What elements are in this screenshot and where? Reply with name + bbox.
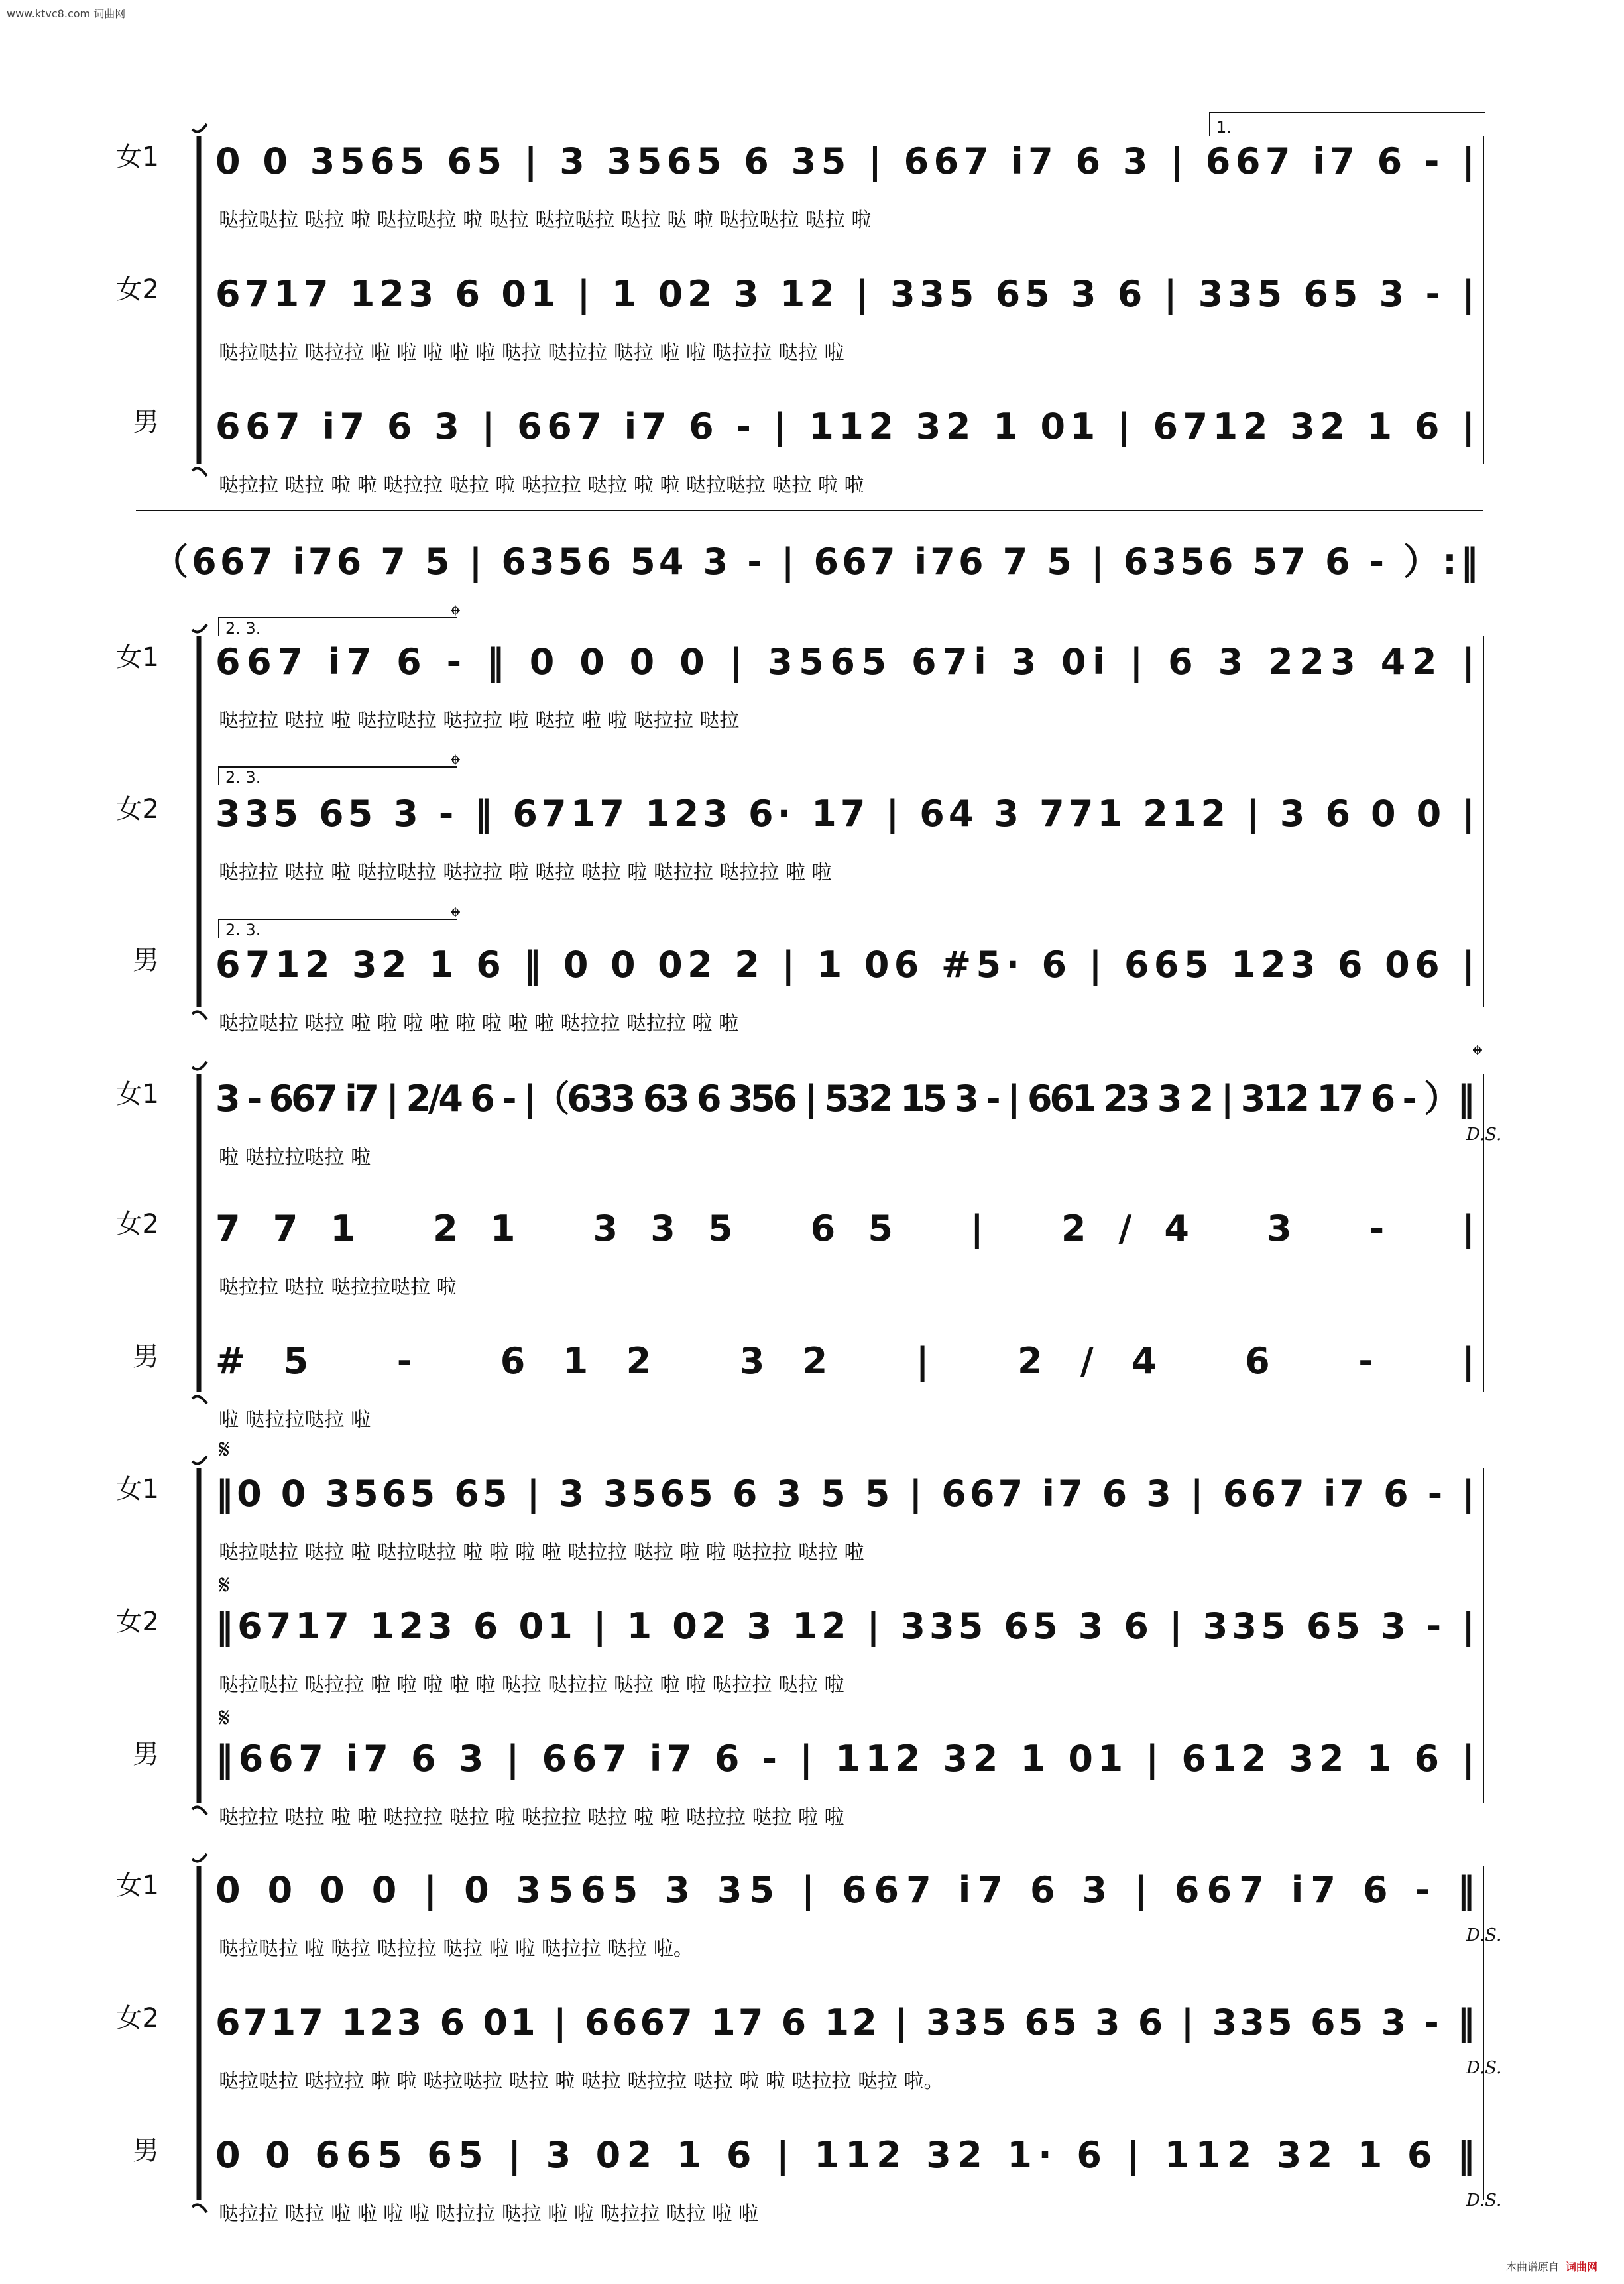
voice-label: 男	[133, 2136, 159, 2166]
voice-label: 男	[133, 1342, 159, 1372]
volta-label: 1.	[1216, 118, 1232, 137]
note-line: ‖6717 123 6 01 | 1 02 3 12 | 335 65 3 6 | 335 65 3 - |	[215, 1605, 1475, 1647]
lyric-line: 啦 哒拉拉哒拉 啦	[219, 1146, 371, 1169]
volta-bracket	[1210, 113, 1485, 136]
voice-label: 女1	[115, 642, 159, 673]
staff-bracket-bottom	[192, 1011, 207, 1019]
lyric-line: 哒拉哒拉 哒拉拉 啦 啦 哒拉哒拉 哒拉 啦 哒拉 哒拉拉 哒拉 啦 啦 哒拉拉 哒拉 啦。	[219, 2070, 944, 2093]
ds-mark: D.S.	[1466, 1125, 1502, 1145]
lyric-line: 哒拉哒拉 哒拉拉 啦 啦 啦 啦 啦 哒拉 哒拉拉 哒拉 啦 啦 哒拉拉 哒拉 啦	[219, 341, 844, 365]
note-line: 0 0 3565 65 | 3 3565 6 35 | 667 i7 6 3 | 667 i7 6 - |	[215, 141, 1475, 182]
coda-sign: 𝄌	[451, 902, 460, 933]
note-line: ‖667 i7 6 3 | 667 i7 6 - | 112 32 1 01 | 612 32 1 6 |	[215, 1738, 1475, 1780]
note-line: ‖0 0 3565 65 | 3 3565 6 3 5 5 | 667 i7 6 3 | 667 i7 6 - |	[215, 1473, 1475, 1514]
note-line: 6717 123 6 01 | 1 02 3 12 | 335 65 3 6 | 335 65 3 - |	[215, 273, 1475, 315]
lyric-line: 哒拉哒拉 啦 哒拉 哒拉拉 哒拉 啦 啦 哒拉拉 哒拉 啦。	[219, 1937, 693, 1961]
note-line: 771 21 335 65 | 2/4 3 - |	[215, 1208, 1475, 1249]
staff-bracket-top	[192, 1854, 207, 1862]
lyric-line: 哒拉哒拉 哒拉 啦 哒拉哒拉 啦 啦 啦 啦 哒拉拉 哒拉 啦 啦 哒拉拉 哒拉 啦	[219, 1541, 864, 1564]
coda-sign: 𝄌	[451, 600, 460, 631]
note-line: 0 0 0 0 | 0 3565 3 35 | 667 i7 6 3 | 667 i7 6 - ‖	[215, 1869, 1476, 1911]
staff-bracket-top	[192, 124, 207, 132]
segno-sign: 𝄋	[219, 1703, 231, 1733]
staff-bracket-bottom	[192, 468, 207, 476]
staff-bracket-top	[192, 624, 207, 632]
voice-label: 女1	[115, 1474, 159, 1505]
volta-label: 2. 3.	[225, 921, 261, 939]
lyric-line: 哒拉拉 哒拉 啦 啦 哒拉拉 哒拉 啦 哒拉拉 哒拉 啦 啦 哒拉拉 哒拉 啦 啦	[219, 1806, 844, 1829]
note-line: （667 i76 7 5 | 6356 54 3 - | 667 i76 7 5 | 6356 57 6 - ）:‖	[152, 541, 1478, 583]
footer-text: 本曲谱原自	[1505, 2261, 1559, 2273]
lyric-line: 啦 哒拉拉哒拉 啦	[219, 1408, 371, 1432]
volta-label: 2. 3.	[225, 768, 261, 787]
note-line: 667 i7 6 3 | 667 i7 6 - | 112 32 1 01 | 6712 32 1 6 |	[215, 406, 1475, 447]
note-line: 3 - 667 i7 | 2/4 6 - |（633 63 6 356 | 532 15 3 - | 661 23 3 2 | 312 17 6 - ）‖	[215, 1078, 1475, 1119]
lyric-line: 哒拉拉 哒拉 啦 哒拉哒拉 哒拉拉 啦 哒拉 哒拉 啦 哒拉拉 哒拉拉 啦 啦	[219, 861, 832, 884]
lyric-line: 哒拉拉 哒拉 哒拉拉哒拉 啦	[219, 1276, 457, 1299]
voice-label: 女2	[115, 794, 159, 825]
ds-mark: D.S.	[1466, 2191, 1502, 2210]
volta-label: 2. 3.	[225, 619, 261, 638]
site-header-text: www.ktvc8.com 词曲网	[7, 7, 126, 20]
lyric-line: 哒拉哒拉 哒拉 啦 哒拉哒拉 啦 哒拉 哒拉哒拉 哒拉 哒 啦 哒拉哒拉 哒拉 啦	[219, 209, 872, 232]
staff-bracket-top	[192, 1062, 207, 1070]
lyric-line: 哒拉哒拉 哒拉拉 啦 啦 啦 啦 啦 哒拉 哒拉拉 哒拉 啦 啦 哒拉拉 哒拉 啦	[219, 1674, 844, 1697]
note-line: 6712 32 1 6 ‖ 0 0 02 2 | 1 06 #5· 6 | 665 123 6 06 |	[215, 944, 1475, 986]
note-line: #5 - 612 32 | 2/4 6 - |	[215, 1340, 1475, 1382]
voice-label: 男	[133, 407, 159, 437]
voice-label: 女2	[115, 1607, 159, 1637]
lyric-line: 哒拉拉 哒拉 啦 啦 哒拉拉 哒拉 啦 哒拉拉 哒拉 啦 啦 哒拉哒拉 哒拉 啦 啦	[219, 474, 864, 497]
lyric-line: 哒拉哒拉 哒拉 啦 啦 啦 啦 啦 啦 啦 啦 哒拉拉 哒拉拉 啦 啦	[219, 1012, 738, 1035]
segno-sign: 𝄋	[219, 1434, 231, 1465]
note-line: 667 i7 6 - ‖ 0 0 0 0 | 3565 67i 3 0i | 6 3 223 42 |	[215, 641, 1475, 683]
note-line: 6717 123 6 01 | 6667 17 6 12 | 335 65 3 6 | 335 65 3 - ‖	[215, 2002, 1475, 2043]
note-line: 0 0 665 65 | 3 02 1 6 | 112 32 1· 6 | 112 32 1 6 ‖	[215, 2134, 1475, 2176]
coda-sign: 𝄌	[451, 750, 460, 780]
voice-label: 女2	[115, 274, 159, 305]
staff-bracket-bottom	[192, 1807, 207, 1815]
footer-brand: 词曲网	[1565, 2261, 1597, 2273]
voice-label: 男	[133, 1739, 159, 1770]
footer-credit	[1506, 2259, 1597, 2274]
ds-mark: D.S.	[1466, 1925, 1502, 1945]
voice-label: 男	[133, 945, 159, 976]
voice-label: 女1	[115, 1870, 159, 1901]
note-line: 335 65 3 - ‖ 6717 123 6· 17 | 64 3 771 212 | 3 6 0 0 |	[215, 793, 1475, 834]
staff-bracket-bottom	[192, 1396, 207, 1404]
staff-bracket-bottom	[192, 2204, 207, 2212]
coda-sign: 𝄌	[1473, 1040, 1482, 1070]
voice-label: 女1	[115, 142, 159, 172]
ds-mark: D.S.	[1466, 2058, 1502, 2078]
voice-label: 女2	[115, 2003, 159, 2033]
voice-label: 女1	[115, 1079, 159, 1110]
lyric-line: 哒拉拉 哒拉 啦 哒拉哒拉 哒拉拉 啦 哒拉 啦 啦 哒拉拉 哒拉	[219, 709, 740, 732]
lyric-line: 哒拉拉 哒拉 啦 啦 啦 啦 哒拉拉 哒拉 啦 啦 哒拉拉 哒拉 啦 啦	[219, 2202, 758, 2226]
staff-bracket-top	[192, 1456, 207, 1464]
voice-label: 女2	[115, 1209, 159, 1239]
segno-sign: 𝄋	[219, 1570, 231, 1601]
